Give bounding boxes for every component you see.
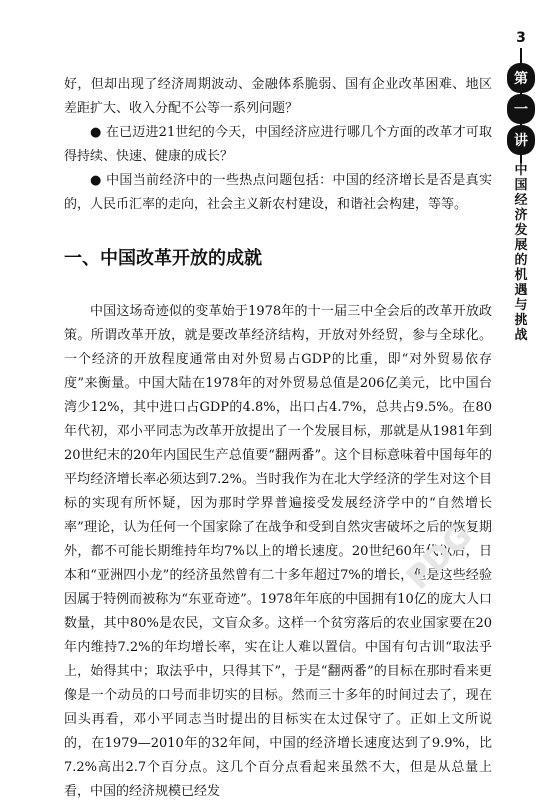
lecture-char-2: 一 (507, 94, 535, 124)
lecture-char-1: 第 (507, 63, 535, 93)
body-paragraph: 中国这场奇迹似的变革始于1978年的十一届三中全会后的改革开放政策。所谓改革开放，就是要改革经济结构，开放对外经贸，参与全球化。一个经济的开放程度通常由对外贸易占GDP的比重，即“对外贸易依存度”来衡量。中国大陆在1978年的对外贸易总值是206亿美元，比中国台湾少12%，其中进口占GDP的4.8%，出口占4.7%，总共占9.5%。在80年代初，邓小平同志为改革开放提出了一个发展目标，那就是从1981年到20世纪末的20年内国民生产总值要“翻两番”。这个目标意味着中国每年的平均经济增长率必须达到7.2%。当时我作为在北大学经济的学生对这个目标的实现有所怀疑，因为那时学界普遍接受发展经济学中的“自然增长率”理论，认为任何一个国家除了在战争和受到自然灾害破坏之后的恢复期外，都不可能长期维持年均7%以上的增长速度。20世纪60年代以后，日本和“亚洲四小龙”的经济虽然曾有二十多年超过7%的增长，但是这些经验因属于特例而被称为“东亚奇迹”。1978年年底的中国拥有10亿的庞大人口数量，其中80%是农民，文盲众多。这样一个贫穷落后的农业国家要在20年内维持7.2%的年均增长率，实在让人难以置信。中国有句古训“取法乎上，始得其中；取法乎中，只得其下”，于是“翻两番”的目标在那时看来更像是一个动员的口号而非切实的目标。然而三十多年的时间过去了，现在回头再看，邓小平同志当时提出的目标实在太过保守了。正如上文所说的，在1979—2010年的32年间，中国的经济增长速度达到了9.9%，比7.2%高出2.7个百分点。这几个百分点看起来虽然不大，但是从总量上看，中国的经济规模已经发 (64, 304, 492, 799)
intro-paragraph: 好，但却出现了经济周期波动、金融体系脆弱、国有企业改革困难、地区差距扩大、收入分配不公等一系列问题？ (64, 77, 492, 116)
page-content (64, 73, 492, 804)
watermark: PDG (398, 516, 480, 597)
bullet-item: ● 中国当前经济中的一些热点问题包括：中国的经济增长是否是真实的，人民币汇率的走向，社会主义新农村建设，和谐社会构建，等等。 (64, 173, 492, 212)
chapter-title-vertical: 中国经济发展的机遇与挑战 (510, 163, 532, 343)
lecture-char-3: 讲 (507, 125, 535, 155)
page-number: 3 (516, 30, 526, 46)
bullet-item: ● 在已迈进21世纪的今天，中国经济应进行哪几个方面的改革才可取得持续、快速、健康的成长？ (64, 125, 492, 164)
section-heading: 一、中国改革开放的成就 (64, 248, 262, 269)
